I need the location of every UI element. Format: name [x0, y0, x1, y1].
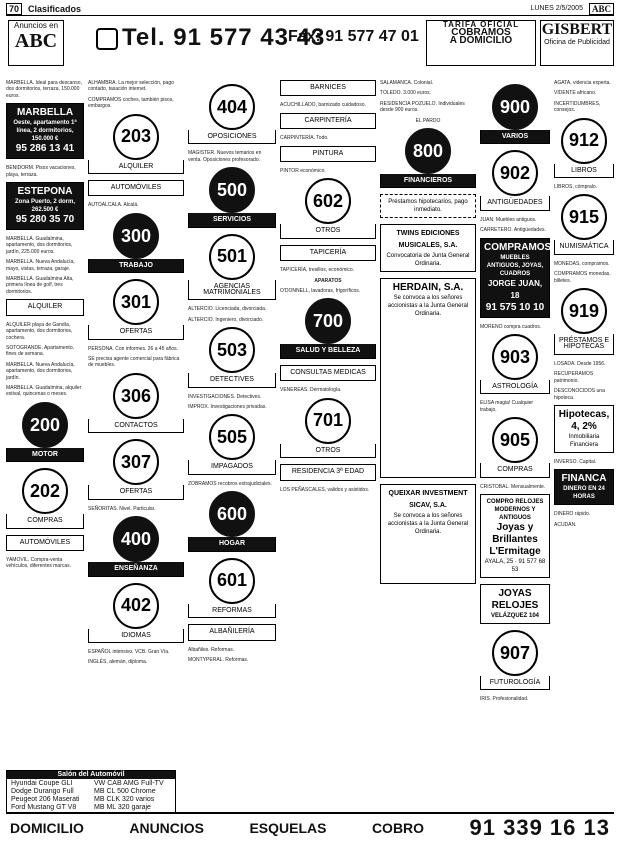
car-listing: Peugeot 206 Maserati: [11, 796, 80, 803]
car-listing: Dodge Durango Full: [11, 788, 74, 795]
gisbert-title: GISBERT: [541, 21, 613, 38]
section-701-label: OTROS: [280, 444, 376, 458]
column-1: [6, 80, 84, 574]
page-header: [6, 2, 614, 16]
section-306-number: 306: [113, 373, 159, 419]
ermitage-ad: [480, 494, 550, 578]
section-905-number: 905: [492, 417, 538, 463]
classified-ad: MARBELLA. Guadalmina, apartamento, dos dormitorios, jardín, 225.000 euros.: [6, 236, 73, 255]
footer-domicilio: DOMICILIO: [10, 820, 84, 836]
section-500-label: SERVICIOS: [188, 213, 276, 227]
classified-ad: ACUCHILLADO, barnizado cuidadoso.: [280, 102, 366, 109]
classified-ad: YAMOVIL. Compra-venta vehículos, diferentes marcas.: [6, 556, 72, 570]
classified-ad: IRIS. Profesionalidad.: [480, 696, 529, 703]
section-503-label: DETECTIVES: [188, 373, 276, 387]
classified-ad: MARBELLA. Nueva Andalucía, mayo, vistas, terraza, garaje.: [6, 259, 75, 272]
column-2: [88, 80, 184, 670]
classified-ad: INCERTIDUMBRES, consejos.: [554, 100, 601, 114]
classified-ad: INGLÉS, alemán, diploma.: [88, 659, 148, 666]
category-tapiceria: TAPICERÍA: [280, 245, 376, 261]
section-800-label: FINANCIEROS: [380, 174, 476, 188]
classified-ad: VENEREAS. Dermatología.: [280, 387, 342, 394]
page-number: 70: [6, 3, 22, 15]
column-3: [188, 80, 276, 667]
section-203-label: ALQUILER: [88, 160, 184, 174]
section-202-label: COMPRAS: [6, 514, 84, 528]
marbella-text: Oeste, apartamento 1ª línea, 2 dormitorios, 150.000 €: [13, 120, 77, 143]
classified-ad: SE precisa agente comercial para fábrica de muebles.: [88, 356, 180, 369]
section-title: Clasificados: [28, 3, 82, 14]
compramos-text: MUEBLES ANTIGUOS, JOYAS, CUADROS: [486, 254, 544, 277]
classified-ad: ZOBRAMOS recobros extrajudiciales.: [188, 480, 272, 487]
section-200-label: MOTOR: [6, 448, 84, 462]
classified-ad: JUAN. Muebles antiguos.: [480, 216, 537, 223]
column-4: [280, 80, 376, 497]
classified-ad: COMPRAMOS monedas, billetes.: [554, 271, 611, 284]
compramos-phone: 91 575 10 10: [485, 301, 545, 313]
queixar-title: QUEIXAR INVESTMENT SICAV, S.A.: [388, 490, 468, 510]
twins-text: Convocatoria de Junta General Ordinaria.: [386, 253, 470, 268]
section-301-label: OFERTAS: [88, 325, 184, 339]
estepona-ad: [6, 182, 84, 230]
classified-ad: MAGISTER. Nuevos temarios en venta. Oposiciones profesorado.: [188, 150, 262, 163]
marbella-title: MARBELLA: [16, 107, 74, 119]
section-501-label: AGENCIAS MATRIMONIALES: [188, 280, 276, 301]
category-barnices: BARNICES: [280, 80, 376, 96]
car-listing: VW CAB AMG Full-TV: [94, 780, 164, 787]
hipotecas-title: Hipotecas, 4, 2%: [558, 408, 610, 432]
joyas-address: VELÁZQUEZ 104: [490, 613, 539, 620]
classified-ad: RECUPERAMOS patrimonio.: [554, 371, 594, 384]
classified-ad: TAPICERÍA, tresillos, económico.: [280, 267, 355, 274]
financa-text: DINERO EN 24 HORAS: [563, 486, 605, 501]
ermitage-logo: L'Ermitage: [489, 546, 541, 558]
joyas-ad: [480, 584, 550, 624]
category-alquiler: ALQUILER: [6, 299, 84, 315]
classified-ad: INVERSO. Capital.: [554, 458, 597, 465]
ermitage-sub: Joyas y Brillantes: [492, 522, 538, 546]
classified-ad: SEÑORITAS. Nivel. Particular.: [88, 505, 156, 512]
category-residencia: RESIDENCIA 3ª EDAD: [280, 464, 376, 480]
column-7: [554, 80, 614, 532]
section-907-label: FUTUROLOGÍA: [480, 676, 550, 690]
classified-ad: CARPINTERÍA. Todo.: [280, 135, 329, 142]
classified-ad: SALAMANCA. Colonial.: [380, 80, 434, 86]
page-date: LUNES 2/5/2005: [530, 5, 583, 12]
classified-ad: CRISTOBAL. Mensualmente.: [480, 483, 546, 490]
twins-title: TWINS EDICIONES MUSICALES, S.A.: [396, 230, 460, 250]
section-402-label: IDIOMAS: [88, 629, 184, 643]
classified-ad: TOLEDO. 3.000 euros.: [380, 90, 432, 97]
category-automoviles: AUTOMÓVILES: [6, 535, 84, 551]
estepona-phone: 95 280 35 70: [15, 214, 75, 226]
classified-ad: MONTYPERAL. Reformas.: [188, 656, 249, 663]
classified-ad: MONEDAS, compramos.: [554, 260, 610, 267]
classified-ad: ACUDAN.: [554, 521, 577, 528]
tarifa-sub2: A DOMICILIO: [449, 35, 513, 46]
classified-ad: CARRETERO. Antigüedades.: [480, 227, 546, 234]
classified-ad: AUTOALCALA. Alcalá.: [88, 202, 139, 209]
classified-ad: MORENO compra cuadros.: [480, 323, 542, 330]
car-listing: MB CL 500 Chrome: [94, 788, 156, 795]
car-listing: MB CLK 320 varios: [94, 796, 155, 803]
classified-ad: O'DONNELL, lavadoras, frigoríficos.: [280, 288, 361, 295]
compramos-ad: [480, 238, 550, 318]
section-300-label: TRABAJO: [88, 259, 184, 273]
financa-ad: [554, 469, 614, 505]
hipotecas-text: Inmobiliaria Financiera: [568, 433, 600, 448]
section-601-label: REFORMAS: [188, 604, 276, 618]
section-404-label: OPOSICIONES: [188, 130, 276, 144]
abc-wordmark: ABC: [14, 30, 58, 52]
classified-ad: DESCONOCIDOS una hipoteca.: [554, 388, 605, 401]
section-905-label: COMPRAS: [480, 463, 550, 477]
ermitage-address: AYALA, 25 · 91 577 68 53: [484, 559, 546, 574]
section-307-number: 307: [113, 439, 159, 485]
section-602-label: OTROS: [280, 224, 376, 238]
phone-icon: [96, 28, 118, 50]
salon-title: Salón del Automóvil: [7, 771, 175, 779]
footer-phone[interactable]: 91 339 16 13: [469, 815, 610, 840]
section-400-label: ENSEÑANZA: [88, 562, 184, 576]
financa-title: FINANCA: [561, 473, 607, 485]
category-albanileria: ALBAÑILERÍA: [188, 624, 276, 640]
category-pintura: PINTURA: [280, 146, 376, 162]
relojes-title: RELOJES: [491, 600, 539, 612]
section-301-number: 301: [113, 279, 159, 325]
anuncios-en-label: Anuncios en: [13, 21, 59, 30]
section-800-number: 800: [405, 128, 451, 174]
classified-ad: ALHAMBRA. La mejor selección, pago contado, tasación internet.: [88, 80, 174, 93]
tarifa-box: [426, 20, 536, 66]
section-505-number: 505: [209, 414, 255, 460]
abc-ad-box: [8, 20, 64, 66]
classified-ad: RESIDENCIA POZUELO. Individuales desde 900 euros.: [380, 100, 465, 114]
section-915-number: 915: [561, 194, 607, 240]
section-503-number: 503: [209, 327, 255, 373]
category-consultas: CONSULTAS MEDICAS: [280, 365, 376, 381]
footer-esquelas: ESQUELAS: [249, 820, 327, 836]
car-listing: MB ML 320 garaje: [94, 804, 151, 811]
tarifa-title: TARIFA OFICIAL: [442, 20, 520, 29]
footer-banner: [6, 812, 614, 842]
section-900-label: VARIOS: [480, 130, 550, 144]
classified-ad: DINERO rápido.: [554, 511, 591, 518]
queixar-text: Se convoca a los señores accionistas a la Junta General Ordinaria.: [387, 513, 469, 536]
section-203-number: 203: [113, 114, 159, 160]
section-700-number: 700: [305, 298, 351, 344]
column-6: [480, 80, 550, 707]
section-600-number: 600: [209, 491, 255, 537]
category-automoviles: AUTOMÓVILES: [88, 180, 184, 196]
section-900-number: 900: [492, 84, 538, 130]
section-402-number: 402: [113, 583, 159, 629]
classified-ad: COMPRAMOS coches, también pisos, embargos.: [88, 96, 174, 110]
classified-ad: LIBROS, cómpralo.: [554, 184, 598, 191]
section-701-number: 701: [305, 398, 351, 444]
footer-anuncios: ANUNCIOS: [129, 820, 205, 836]
classified-ad: AGATA, videncia experta.: [554, 80, 611, 86]
classified-ad: PERSONA. Con informes. 26 a 45 años.: [88, 345, 179, 352]
section-919-number: 919: [561, 288, 607, 334]
loan-ad: Préstamos hipotecarios, pago inmediato.: [380, 194, 476, 218]
twins-notice: [380, 224, 476, 272]
ermitage-text: COMPRO RELOJES MODERNOS Y ANTIGUOS: [486, 499, 544, 522]
classified-ad: PINTOR económico.: [280, 168, 326, 175]
section-200-number: 200: [22, 402, 68, 448]
classified-ad: MARBELLA. Nueva Andalucía, apartamento, dos dormitorios, jardín.: [6, 361, 75, 381]
queixar-notice: [380, 484, 476, 584]
classified-ad: IMPROX. Investigaciones privadas.: [188, 404, 267, 411]
classified-ad: VIDENTE africano.: [554, 90, 597, 97]
section-912-label: LIBROS: [554, 164, 614, 178]
classified-ad: MARBELLA. Guadalmina, alquiler estival, quincenas o meses.: [6, 384, 82, 398]
category-carpinteria: CARPINTERÍA: [280, 113, 376, 129]
column-5: [380, 80, 476, 590]
classified-ad: MARBELLA. Guadalmina Alta, primera línea de golf, tres dormitorios.: [6, 276, 74, 295]
classified-ad: ALTERCIO. Licenciada, divorciada.: [188, 306, 267, 313]
classified-ad: ELISA magia! Cualquier trabajo.: [480, 400, 534, 413]
compramos-title: COMPRAMOS: [484, 241, 552, 253]
section-307-label: OFERTAS: [88, 485, 184, 499]
abc-logo: ABC: [589, 3, 614, 15]
tarifa-sub: COBRAMOS: [451, 27, 511, 38]
classified-ad: BENIDORM. Pisos vacaciones, playa, terraza.: [6, 165, 76, 178]
footer-cobro: COBRO: [371, 820, 425, 836]
gisbert-box: [540, 20, 614, 66]
category-aparatos: APARATOS: [314, 277, 342, 284]
section-400-number: 400: [113, 516, 159, 562]
section-903-label: ASTROLOGÍA: [480, 380, 550, 394]
classified-ad: EL PARDO: [415, 117, 441, 124]
hipotecas-ad: [554, 405, 614, 453]
car-listing: Ford Mustang GT V8: [11, 804, 77, 811]
marbella-ad: [6, 103, 84, 159]
compramos-address: JORGE JUAN, 18: [487, 278, 543, 300]
classified-ad: ALTERCIO. Ingeniero, divorciado.: [188, 316, 264, 323]
section-902-number: 902: [492, 150, 538, 196]
section-306-label: CONTACTOS: [88, 419, 184, 433]
car-listing: Hyundai Coupe GLI: [11, 780, 73, 787]
tel-text: Tel. 91 577 43 43: [122, 24, 326, 51]
section-600-label: HOGAR: [188, 537, 276, 551]
fax-number: Fax: 91 577 47 01: [288, 28, 419, 45]
classified-ad: LOSADA. Desde 1956.: [554, 360, 606, 367]
classified-ad: MARBELLA. Ideal para descanso, dos dormitorios, terraza, 150.000 euros.: [6, 80, 82, 99]
section-912-number: 912: [561, 118, 607, 164]
section-915-label: NUMISMÁTICA: [554, 240, 614, 254]
classified-ad: INVESTIGACIONES. Detectives.: [188, 393, 262, 400]
section-919-label: PRÉSTAMOS E HIPOTECAS: [554, 334, 614, 355]
section-404-number: 404: [209, 84, 255, 130]
section-500-number: 500: [209, 167, 255, 213]
section-501-number: 501: [209, 234, 255, 280]
top-banner: [6, 20, 614, 68]
estepona-text: Zona Puerto, 2 dorm, 262.500 €: [14, 199, 75, 214]
classified-ad: Albañiles. Reformas.: [188, 646, 235, 653]
joyas-title: JOYAS: [498, 588, 532, 600]
estepona-title: ESTEPONA: [17, 186, 73, 198]
section-601-number: 601: [209, 558, 255, 604]
section-700-label: SALUD Y BELLEZA: [280, 344, 376, 358]
classified-ad: SOTOGRANDE. Apartamento, fines de semana.: [6, 344, 74, 358]
marbella-phone: 95 286 13 41: [15, 143, 75, 155]
herdain-notice: [380, 278, 476, 478]
herdain-text: Se convoca a los señores accionistas a la Junta General Ordinaria.: [387, 295, 469, 318]
herdain-title: HERDAIN, S.A.: [392, 282, 464, 294]
classified-ad: LOS PEÑASCALES, validos y asistidos.: [280, 486, 370, 493]
classified-ad: ESPAÑOL intensivo. VCB. Gran Vía.: [88, 648, 170, 655]
section-907-number: 907: [492, 630, 538, 676]
section-202-number: 202: [22, 468, 68, 514]
classified-ad: ALQUILER playa de Gandía, apartamento, dos dormitorios, cochera.: [6, 321, 73, 341]
section-602-number: 602: [305, 178, 351, 224]
section-300-number: 300: [113, 213, 159, 259]
section-903-number: 903: [492, 334, 538, 380]
gisbert-sub: Oficina de Publicidad: [544, 39, 610, 46]
section-505-label: IMPAGADOS: [188, 460, 276, 474]
section-902-label: ANTIGÜEDADES: [480, 196, 550, 210]
